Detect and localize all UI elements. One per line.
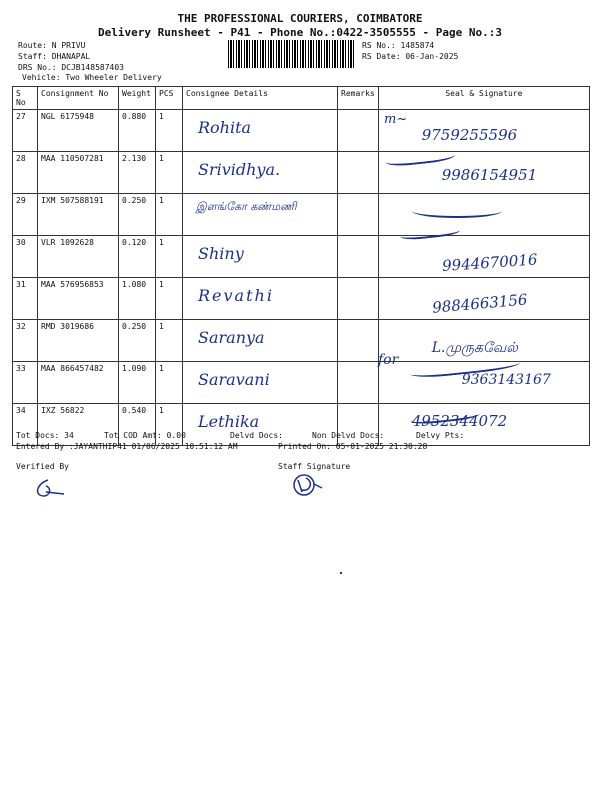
cell-consignment: MAA 576956853	[38, 278, 119, 320]
non-delivered-docs: Non Delvd Docs:	[312, 431, 385, 440]
cell-pcs: 1	[156, 152, 183, 194]
staff-label: Staff: DHANAPAL	[18, 52, 91, 61]
col-header-weight: Weight	[119, 87, 156, 110]
printed-on: Printed On: 05-01-2025 21:30:28	[278, 442, 428, 451]
cell-consignee	[183, 194, 338, 236]
consignee-name: Rohita	[198, 118, 252, 137]
consignee-name: Shiny	[198, 244, 244, 263]
consignee-name: இளங்கோ கண்மணி	[196, 200, 297, 213]
runsheet-table	[12, 86, 590, 446]
cell-consignment: IXM 507588191	[38, 194, 119, 236]
cell-sno: 28	[13, 152, 38, 194]
consignee-name: Saravani	[198, 370, 270, 389]
drs-number: DRS No.: DCJB148587403	[18, 63, 124, 72]
cell-sno: 33	[13, 362, 38, 404]
handwritten-mark: for	[378, 352, 399, 368]
consignee-name: Revathi	[198, 286, 274, 305]
table-row	[13, 404, 590, 446]
cell-pcs: 1	[156, 404, 183, 446]
cell-weight: 0.250	[119, 320, 156, 362]
cell-weight: 1.090	[119, 362, 156, 404]
delivered-docs: Delvd Docs:	[230, 431, 283, 440]
handwritten-signature: 9759255596	[421, 126, 518, 144]
handwritten-signature: 9363143167	[461, 372, 551, 388]
consignee-name: Lethika	[198, 412, 260, 431]
entered-by: Entered By :JAYANTHIP41 01/06/2025 10:51:12 AM	[16, 442, 238, 451]
delivery-points: Delvy Pts:	[416, 431, 465, 440]
total-cod-amount: Tot COD Amt: 0.00	[104, 431, 186, 440]
cell-weight: 0.540	[119, 404, 156, 446]
staff-signature-label: Staff Signature	[278, 462, 351, 471]
consignee-name: Srividhya.	[198, 160, 281, 179]
handwritten-signature: 9884663156	[431, 290, 528, 317]
handwritten-signature: 4952344072	[411, 412, 508, 430]
cell-consignee	[183, 152, 338, 194]
col-header-consignment: Consignment No	[38, 87, 119, 110]
page-subtitle: Delivery Runsheet - P41 - Phone No.:0422-3505555 - Page No.:3	[98, 26, 502, 39]
col-header-remarks: Remarks	[338, 87, 379, 110]
cell-signature	[378, 110, 589, 152]
route-label: Route: N PRIVU	[18, 41, 86, 50]
cell-consignment: NGL 6175948	[38, 110, 119, 152]
cell-consignment: VLR 1092628	[38, 236, 119, 278]
cell-consignment: RMD 3019686	[38, 320, 119, 362]
table-row	[13, 152, 590, 194]
cell-sno: 27	[13, 110, 38, 152]
cell-pcs: 1	[156, 194, 183, 236]
cell-signature	[378, 320, 589, 362]
cell-pcs: 1	[156, 278, 183, 320]
handwritten-signature: 9986154951	[441, 166, 538, 184]
table-header-row	[13, 87, 590, 110]
cell-sno: 34	[13, 404, 38, 446]
cell-signature	[378, 278, 589, 320]
cell-consignee	[183, 278, 338, 320]
cell-weight: 0.880	[119, 110, 156, 152]
rs-number: RS No.: 1485874	[362, 41, 435, 50]
cell-remarks	[338, 236, 379, 278]
handwritten-signature	[412, 204, 502, 218]
table-row	[13, 278, 590, 320]
table-row	[13, 110, 590, 152]
col-header-pcs: PCS	[156, 87, 183, 110]
cell-remarks	[338, 152, 379, 194]
cell-pcs: 1	[156, 320, 183, 362]
cell-weight: 2.130	[119, 152, 156, 194]
verified-by-label: Verified By	[16, 462, 69, 471]
consignee-name: Saranya	[198, 328, 265, 347]
table-row	[13, 236, 590, 278]
cell-remarks	[338, 194, 379, 236]
cell-weight: 0.120	[119, 236, 156, 278]
cell-consignee	[183, 236, 338, 278]
handwritten-signature: 9944670016	[441, 250, 538, 276]
cell-weight: 1.080	[119, 278, 156, 320]
barcode-image	[228, 40, 354, 68]
verifier-signature-image	[30, 476, 70, 500]
staff-signature-image	[288, 470, 328, 500]
cell-consignment: IXZ 56822	[38, 404, 119, 446]
cell-consignee	[183, 362, 338, 404]
cell-remarks	[338, 278, 379, 320]
col-header-sno: S No	[13, 87, 38, 110]
cell-consignment: MAA 110507281	[38, 152, 119, 194]
cell-sno: 30	[13, 236, 38, 278]
cell-pcs: 1	[156, 362, 183, 404]
cell-sno: 31	[13, 278, 38, 320]
table-row	[13, 320, 590, 362]
cell-signature	[378, 236, 589, 278]
rs-date: RS Date: 06-Jan-2025	[362, 52, 459, 61]
col-header-signature: Seal & Signature	[378, 87, 589, 110]
cell-consignee	[183, 320, 338, 362]
cell-weight: 0.250	[119, 194, 156, 236]
total-docs: Tot Docs: 34	[16, 431, 74, 440]
speck-mark	[340, 572, 342, 574]
table-row	[13, 194, 590, 236]
cell-signature	[378, 404, 589, 446]
cell-sno: 32	[13, 320, 38, 362]
cell-sno: 29	[13, 194, 38, 236]
cell-remarks	[338, 362, 379, 404]
cell-consignment: MAA 866457482	[38, 362, 119, 404]
cell-pcs: 1	[156, 236, 183, 278]
handwritten-mark: m~	[384, 112, 408, 127]
cell-consignee	[183, 110, 338, 152]
col-header-consignee: Consignee Details	[183, 87, 338, 110]
cell-remarks	[338, 320, 379, 362]
handwritten-signature: L.முருகவேல்	[431, 340, 518, 356]
cell-pcs: 1	[156, 110, 183, 152]
vehicle-label: Vehicle: Two Wheeler Delivery	[22, 73, 162, 82]
cell-remarks	[338, 110, 379, 152]
page-title: THE PROFESSIONAL COURIERS, COIMBATORE	[177, 12, 423, 25]
